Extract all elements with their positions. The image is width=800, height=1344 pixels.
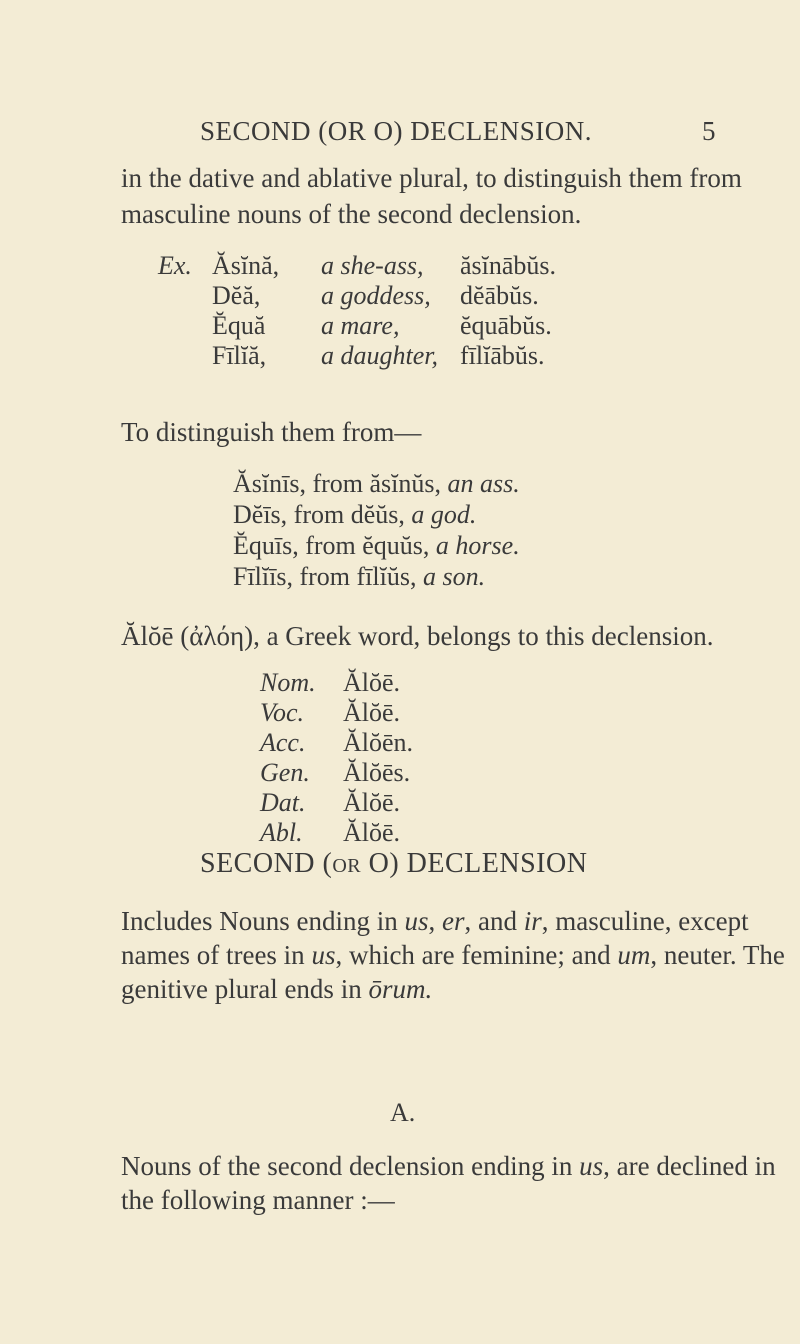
aloe-declension-table: [260, 668, 500, 848]
example-row: Fīlĭă, a daughter, fīlĭābŭs.: [212, 341, 545, 370]
table-row: Dat. Ălŏē.: [260, 788, 401, 817]
table-row: Abl. Ălŏē.: [260, 818, 401, 847]
list-item: Dĕīs, from dĕŭs, a god.: [233, 500, 477, 529]
intro-line-2: masculine nouns of the second declension.: [121, 199, 582, 229]
table-row: Voc. Ălŏē.: [260, 698, 401, 727]
table-row: Nom. Ălŏē.: [260, 668, 401, 697]
running-title: SECOND (OR O) DECLENSION.: [200, 116, 592, 146]
examples-table: [212, 248, 672, 398]
list-item: Ăsĭnīs, from ăsĭnŭs, an ass.: [233, 469, 520, 498]
examples-label: Ex.: [158, 251, 192, 280]
declension-paragraph: Includes Nouns ending in us, er, and ir, masculine, except names of trees in us, which are feminine; and um, neuter. The genitive plural ends in ōrum.: [121, 906, 785, 1004]
example-row: Ĕquă a mare, ĕquābŭs.: [212, 311, 552, 340]
example-row: Ăsĭnă, a she-ass, ăsĭnābŭs.: [212, 251, 557, 280]
table-row: Gen. Ălŏēs.: [260, 758, 411, 787]
intro-line-1: in the dative and ablative plural, to distinguish them from: [121, 163, 742, 193]
section-heading: SECOND (or O) DECLENSION: [200, 848, 588, 879]
distinguish-list: [233, 468, 520, 592]
example-row: Dĕă, a goddess, dĕābŭs.: [212, 281, 539, 310]
table-row: Acc. Ălŏēn.: [260, 728, 414, 757]
closing-paragraph: Nouns of the second declension ending in us, are declined in the following manner :—: [121, 1151, 776, 1215]
list-item: Fīlĭīs, from fīlĭŭs, a son.: [233, 562, 486, 591]
aloe-sentence: Ălŏē (ἀλόη), a Greek word, belongs to this declension.: [121, 621, 714, 651]
list-item: Ĕquīs, from ĕquŭs, a horse.: [233, 531, 520, 560]
page-number: 5: [702, 116, 716, 146]
distinguish-intro: To distinguish them from—: [121, 417, 422, 447]
section-letter: A.: [390, 1098, 416, 1127]
